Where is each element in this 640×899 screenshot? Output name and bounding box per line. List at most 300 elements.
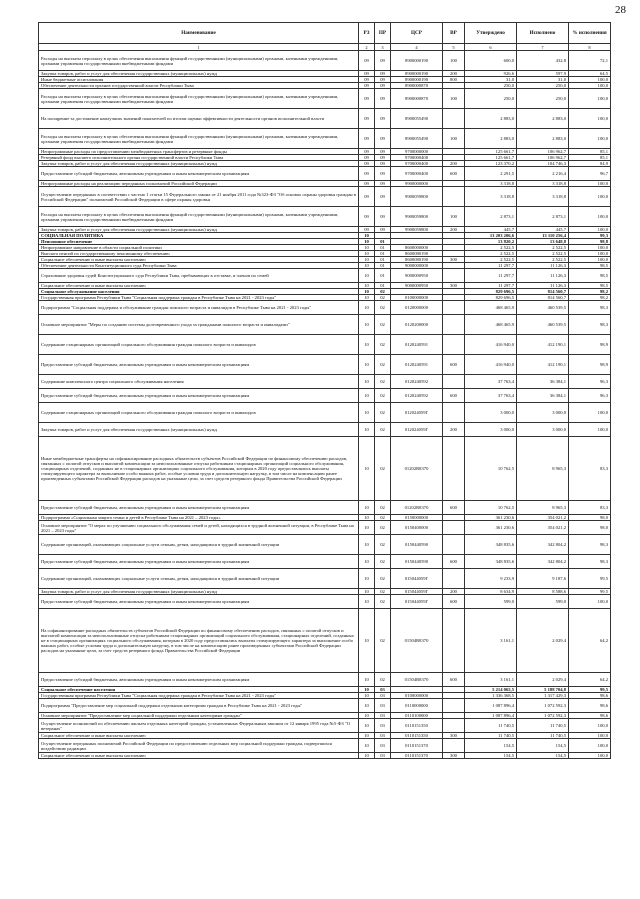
row-percent: 98,9 <box>569 355 611 375</box>
row-executed: 8 588,6 <box>517 589 569 595</box>
row-vr: 200 <box>443 227 465 233</box>
row-pr: 09 <box>375 207 391 227</box>
row-pr: 01 <box>375 257 391 263</box>
row-executed: 2 883,0 <box>517 129 569 149</box>
row-percent: 99,5 <box>569 569 611 589</box>
row-approved: 250,0 <box>465 89 517 109</box>
row-approved: 468 465,9 <box>465 315 517 335</box>
row-rz: 09 <box>359 227 375 233</box>
row-vr: 100 <box>443 129 465 149</box>
row-executed: 11 740,5 <box>517 719 569 733</box>
row-approved: 123 370,2 <box>465 161 517 167</box>
header-csr: ЦСР <box>391 23 443 44</box>
row-approved: 3 000,0 <box>465 423 517 437</box>
row-percent: 64,2 <box>569 609 611 673</box>
column-number: 4 <box>391 44 443 51</box>
row-pr: 09 <box>375 161 391 167</box>
row-rz: 10 <box>359 699 375 713</box>
row-executed: 1 072 592,3 <box>517 713 569 719</box>
table-row <box>39 315 611 335</box>
row-executed: 3 318,8 <box>517 181 569 187</box>
row-csr: 8900055490 <box>391 109 443 129</box>
row-percent: 96,3 <box>569 389 611 403</box>
row-vr <box>443 269 465 283</box>
row-vr <box>443 437 465 501</box>
row-pr: 03 <box>375 693 391 699</box>
row-csr: 0120240591 <box>391 335 443 355</box>
row-executed: 3 318,8 <box>517 187 569 207</box>
row-approved: 2 883,0 <box>465 109 517 129</box>
row-executed: 445,7 <box>517 227 569 233</box>
row-executed: 460 539,5 <box>517 315 569 335</box>
row-percent: 98,5 <box>569 283 611 289</box>
row-executed: 13 110 256,4 <box>517 233 569 239</box>
row-executed: 597,9 <box>517 71 569 77</box>
column-number: 2 <box>359 44 375 51</box>
row-name: Содержание комплексного центра социального обслуживания населения <box>39 375 359 389</box>
column-number: 3 <box>375 44 391 51</box>
row-vr: 100 <box>443 207 465 227</box>
table-row <box>39 109 611 129</box>
row-pr: 09 <box>375 71 391 77</box>
row-rz: 09 <box>359 51 375 71</box>
row-vr: 600 <box>443 501 465 515</box>
row-pr: 09 <box>375 51 391 71</box>
row-executed: 432,8 <box>517 51 569 71</box>
row-percent: 98,3 <box>569 301 611 315</box>
row-rz: 09 <box>359 161 375 167</box>
row-approved: 599,0 <box>465 595 517 609</box>
row-rz: 10 <box>359 335 375 355</box>
row-pr: 09 <box>375 129 391 149</box>
row-name: Основное мероприятие "О мерах по улучшению социального обслуживания семей и детей, находящихся в трудной жизненной ситуации, в Республике Тыва на 2021 – 2023 годы" <box>39 521 359 535</box>
row-name: Закупка товаров, работ и услуг для обеспечения государственных (муниципальных) нужд <box>39 161 359 167</box>
column-number-row <box>39 44 611 51</box>
row-csr: 0110151350 <box>391 719 443 733</box>
row-percent: 98,8 <box>569 239 611 245</box>
row-percent: 99,5 <box>569 687 611 693</box>
table-row <box>39 739 611 753</box>
row-vr: 100 <box>443 51 465 71</box>
table-body <box>39 51 611 759</box>
row-rz: 10 <box>359 251 375 257</box>
row-vr: 200 <box>443 423 465 437</box>
column-number: 8 <box>569 44 611 51</box>
row-approved: 3 318,8 <box>465 187 517 207</box>
table-row <box>39 51 611 71</box>
row-executed: 36 384,1 <box>517 389 569 403</box>
row-pr: 02 <box>375 389 391 403</box>
row-csr: 9000000950 <box>391 269 443 283</box>
row-pr: 02 <box>375 295 391 301</box>
row-name: Социальное обеспечение и иные выплаты населению <box>39 733 359 739</box>
row-name: Иные межбюджетные трансферты на софинансирование расходных обязательств субъектов Российской Федерации по финансовому обеспечению расходов, связанных с оплатой отпусков и выплатой компенсации за неиспользованные отпуска работникам стационарных организаций социального обслуживания, стационарных отделений, созданных не в стационарных организациях социального обслуживания, которым в 2020 году предоставлялись выплаты стимулирующего характера за выполнение особо важных работ, особые условия труда и дополнительную нагрузку, в том числе на компенсацию ранее произведенных субъектами Российской Федерации расходов на указанные цели, за счет средств резервного фонда Правительства Российской Федерации <box>39 437 359 501</box>
row-pr: 09 <box>375 227 391 233</box>
row-csr: 9000000950 <box>391 283 443 289</box>
header-pr: ПР <box>375 23 391 44</box>
row-executed: 2 216,4 <box>517 167 569 181</box>
row-approved: 416 940,0 <box>465 335 517 355</box>
row-approved: 10 762,5 <box>465 501 517 515</box>
row-csr: 9700000000 <box>391 149 443 155</box>
row-name: Предоставление субсидий бюджетным, автономным учреждениям и иным некоммерческим организациям <box>39 355 359 375</box>
row-vr: 600 <box>443 167 465 181</box>
row-pr: 09 <box>375 167 391 181</box>
row-percent: 100,0 <box>569 187 611 207</box>
row-name: Предоставление субсидий бюджетным, автономным учреждениям и иным некоммерческим организациям <box>39 673 359 687</box>
row-csr: 8900000190 <box>391 51 443 71</box>
row-csr: 8900000190 <box>391 71 443 77</box>
row-csr: 0120200000 <box>391 315 443 335</box>
row-rz: 09 <box>359 109 375 129</box>
row-name: Непрограммные расходы на реализацию переданных полномочий Российской Федерации <box>39 181 359 187</box>
table-row <box>39 719 611 733</box>
row-executed: 11 126,3 <box>517 269 569 283</box>
row-percent: 100,0 <box>569 739 611 753</box>
row-executed: 5 188 704,8 <box>517 687 569 693</box>
row-approved: 829 696,5 <box>465 289 517 295</box>
column-number: 7 <box>517 44 569 51</box>
row-executed: 2 883,0 <box>517 109 569 129</box>
row-percent: 100,0 <box>569 403 611 423</box>
row-approved: 361 230,6 <box>465 515 517 521</box>
row-executed: 1 072 592,3 <box>517 699 569 713</box>
row-vr <box>443 335 465 355</box>
row-percent: 100,0 <box>569 181 611 187</box>
row-approved: 154,5 <box>465 753 517 759</box>
row-approved: 416 940,0 <box>465 355 517 375</box>
row-csr: 8900055490 <box>391 129 443 149</box>
table-row <box>39 89 611 109</box>
row-executed: 814 560,7 <box>517 289 569 295</box>
row-percent: 96,3 <box>569 375 611 389</box>
row-approved: 8 634,9 <box>465 589 517 595</box>
row-vr <box>443 187 465 207</box>
row-rz: 10 <box>359 423 375 437</box>
row-pr: 01 <box>375 269 391 283</box>
row-vr <box>443 719 465 733</box>
row-rz: 09 <box>359 207 375 227</box>
row-approved: 468 465,9 <box>465 301 517 315</box>
row-rz: 10 <box>359 295 375 301</box>
row-csr: 015044059Г <box>391 569 443 589</box>
table-row <box>39 501 611 515</box>
row-approved: 1 336 368,5 <box>465 693 517 699</box>
row-executed: 8 965,3 <box>517 437 569 501</box>
row-name: Социальное обеспечение населения <box>39 687 359 693</box>
row-vr: 300 <box>443 753 465 759</box>
row-pr: 02 <box>375 355 391 375</box>
row-approved: 3 161,1 <box>465 673 517 687</box>
table-row <box>39 437 611 501</box>
row-executed: 3 000,0 <box>517 423 569 437</box>
row-percent: 100,0 <box>569 129 611 149</box>
row-pr: 01 <box>375 251 391 257</box>
row-approved: 2 873,1 <box>465 207 517 227</box>
table-row <box>39 753 611 759</box>
row-csr: 8900000870 <box>391 83 443 89</box>
row-rz: 10 <box>359 403 375 423</box>
row-pr: 02 <box>375 423 391 437</box>
row-executed: 154,5 <box>517 739 569 753</box>
row-csr: 9900000000 <box>391 181 443 187</box>
row-rz: 10 <box>359 263 375 269</box>
row-executed: 2 029,4 <box>517 609 569 673</box>
row-executed: 8 965,3 <box>517 501 569 515</box>
table-row <box>39 609 611 673</box>
row-vr: 300 <box>443 733 465 739</box>
row-approved: 348 835,6 <box>465 555 517 569</box>
row-percent: 100,0 <box>569 207 611 227</box>
row-csr: 0110100000 <box>391 713 443 719</box>
row-vr: 600 <box>443 673 465 687</box>
row-percent: 98,6 <box>569 693 611 699</box>
row-rz: 10 <box>359 289 375 295</box>
row-pr: 02 <box>375 403 391 423</box>
row-name: Расходы на выплаты персоналу в целях обеспечения выполнения функций государственными (муниципальными) органами, казенными учреждениями, органами управления государственными внебюджетными фондами <box>39 207 359 227</box>
row-csr: 0110151350 <box>391 733 443 739</box>
row-percent: 64,2 <box>569 673 611 687</box>
row-percent: 100,0 <box>569 89 611 109</box>
row-csr: 9900059800 <box>391 207 443 227</box>
row-pr: 02 <box>375 501 391 515</box>
row-percent: 98,5 <box>569 269 611 283</box>
row-approved: 3 161,1 <box>465 609 517 673</box>
row-pr: 02 <box>375 521 391 535</box>
row-name: Социальное обслуживание населения <box>39 289 359 295</box>
row-executed: 2 522,5 <box>517 245 569 251</box>
row-pr: 02 <box>375 375 391 389</box>
row-approved: 11 297,7 <box>465 269 517 283</box>
row-approved: 9 233,9 <box>465 569 517 589</box>
row-csr: 0120240592 <box>391 375 443 389</box>
row-vr: 600 <box>443 555 465 569</box>
row-vr <box>443 375 465 389</box>
row-csr: 0100000000 <box>391 693 443 699</box>
row-pr: 01 <box>375 239 391 245</box>
row-percent: 100,0 <box>569 719 611 733</box>
row-approved: 11 297,7 <box>465 263 517 269</box>
table-row <box>39 207 611 227</box>
row-percent: 98,5 <box>569 263 611 269</box>
row-csr: 012024059Г <box>391 403 443 423</box>
row-approved: 13 203 206,6 <box>465 233 517 239</box>
row-percent: 100,0 <box>569 245 611 251</box>
table-row <box>39 699 611 713</box>
row-percent: 98,3 <box>569 535 611 555</box>
row-approved: 2 522,5 <box>465 245 517 251</box>
row-name: Осуществление переданных в соответствии с частью 1 статьи 15 Федерального закона от 21 ноября 2011 года №323-ФЗ "Об основах охраны здоровья граждан в Российской Федерации" полномочий Российской Федерации в сфере охраны здоровья <box>39 187 359 207</box>
row-approved: 37 763,4 <box>465 375 517 389</box>
row-approved: 31,0 <box>465 77 517 83</box>
row-csr: 9900059800 <box>391 227 443 233</box>
table-row <box>39 269 611 283</box>
row-csr: 9000000000 <box>391 263 443 269</box>
row-percent: 100,0 <box>569 753 611 759</box>
row-executed: 2 873,1 <box>517 207 569 227</box>
row-rz: 10 <box>359 569 375 589</box>
row-name: Содержание организаций, оказывающих социальные услуги семьям, детям, находящимся в трудной жизненной ситуации <box>39 569 359 589</box>
row-executed: 814 560,7 <box>517 295 569 301</box>
row-name: Подпрограмма "Предоставление мер социальной поддержки отдельным категориям граждан в Республике Тыва на 2021 - 2023 годы" <box>39 699 359 713</box>
row-csr: 9900059800 <box>391 187 443 207</box>
row-approved: 154,5 <box>465 739 517 753</box>
row-percent: 72,1 <box>569 51 611 71</box>
row-pr: 02 <box>375 515 391 521</box>
header-vr: ВР <box>443 23 465 44</box>
row-executed: 13 648,8 <box>517 239 569 245</box>
row-percent: 98,6 <box>569 699 611 713</box>
table-row <box>39 595 611 609</box>
row-csr: 0110151370 <box>391 739 443 753</box>
row-percent: 85,1 <box>569 155 611 161</box>
row-executed: 31,0 <box>517 77 569 83</box>
row-executed: 104 746,3 <box>517 161 569 167</box>
table-row <box>39 301 611 315</box>
row-executed: 354 021,2 <box>517 521 569 535</box>
row-percent: 98,0 <box>569 515 611 521</box>
row-pr: 09 <box>375 89 391 109</box>
row-vr: 600 <box>443 595 465 609</box>
row-approved: 1 087 896,4 <box>465 713 517 719</box>
header-approved: Утверждено <box>465 23 517 44</box>
table-row <box>39 389 611 403</box>
row-rz: 10 <box>359 375 375 389</box>
row-executed: 2 522,5 <box>517 251 569 257</box>
table-row <box>39 521 611 535</box>
page-number: 28 <box>615 4 626 16</box>
row-pr: 01 <box>375 245 391 251</box>
row-executed: 11 126,3 <box>517 263 569 269</box>
row-pr: 03 <box>375 687 391 693</box>
row-csr: 8900000870 <box>391 89 443 109</box>
row-approved: 926,6 <box>465 71 517 77</box>
row-percent: 100,0 <box>569 109 611 129</box>
row-executed: 460 539,5 <box>517 301 569 315</box>
row-vr: 300 <box>443 257 465 263</box>
row-executed: 599,0 <box>517 595 569 609</box>
row-pr: 09 <box>375 181 391 187</box>
row-percent: 98,6 <box>569 713 611 719</box>
row-name: Содержание организаций, оказывающих социальные услуги семьям, детям, находящимся в трудной жизненной ситуации <box>39 535 359 555</box>
row-pr: 02 <box>375 301 391 315</box>
row-name: Расходы на выплаты персоналу в целях обеспечения выполнения функций государственными (муниципальными) органами, казенными учреждениями, органами управления государственными внебюджетными фондами <box>39 51 359 71</box>
row-pr: 03 <box>375 713 391 719</box>
row-percent: 83,3 <box>569 437 611 501</box>
row-approved: 250,0 <box>465 83 517 89</box>
row-percent: 98,9 <box>569 335 611 355</box>
row-percent: 100,0 <box>569 423 611 437</box>
row-vr: 200 <box>443 71 465 77</box>
row-percent: 98,2 <box>569 289 611 295</box>
table-row <box>39 355 611 375</box>
row-rz: 10 <box>359 501 375 515</box>
row-pr: 03 <box>375 739 391 753</box>
row-executed: 2 029,4 <box>517 673 569 687</box>
column-number: 1 <box>39 44 359 51</box>
row-csr: 8600080190 <box>391 251 443 257</box>
row-rz: 09 <box>359 187 375 207</box>
row-csr: 0150440590 <box>391 555 443 569</box>
row-rz: 09 <box>359 167 375 181</box>
column-number: 6 <box>465 44 517 51</box>
row-percent: 100,0 <box>569 83 611 89</box>
row-pr: 03 <box>375 719 391 733</box>
row-name: Резервный фонд высшего исполнительного органа государственной власти Республики Тыва <box>39 155 359 161</box>
row-approved: 361 230,6 <box>465 521 517 535</box>
row-name: Закупка товаров, работ и услуг для обеспечения государственных (муниципальных) нужд <box>39 71 359 77</box>
row-csr: 9700000400 <box>391 167 443 181</box>
row-executed: 36 384,1 <box>517 375 569 389</box>
row-pr: 02 <box>375 595 391 609</box>
row-rz: 10 <box>359 257 375 263</box>
row-name: На поощрение за достижение наилучших значений показателей по итогам оценки эффективности деятельности органов исполнительной власти <box>39 109 359 129</box>
row-approved: 2 522,5 <box>465 257 517 263</box>
row-csr: 0120240592 <box>391 389 443 403</box>
row-name: Страхование здоровья судей Конституционного суда Республики Тыва, пребывающих в отставке, и членов их семей <box>39 269 359 283</box>
row-vr <box>443 109 465 129</box>
row-name: На софинансирование расходных обязательств субъектов Российской Федерации по финансовому обеспечению расходов, связанных с оплатой отпусков и выплатой компенсации за неиспользованные отпуска работникам стационарных организаций социального обслуживания, стационарных отделений, созданных не в стационарных организациях социального обслуживания, которым в 2020 году предоставлялись выплаты стимулирующего характера за выполнение особо важных работ, особые условия труда и дополнительную нагрузку, в том числе на компенсацию ранее произведенных субъектами Российской Федерации расходов на указанные цели, за счет средств резервного фонда Правительства Российской Федерации <box>39 609 359 673</box>
row-executed: 1 317 429,3 <box>517 693 569 699</box>
row-approved: 2 883,0 <box>465 129 517 149</box>
row-rz: 10 <box>359 589 375 595</box>
row-rz: 10 <box>359 239 375 245</box>
row-csr: 0120240591 <box>391 355 443 375</box>
row-pr: 03 <box>375 699 391 713</box>
row-rz: 10 <box>359 739 375 753</box>
row-name: Расходы на выплаты персоналу в целях обеспечения выполнения функций государственными (муниципальными) органами, казенными учреждениями, органами управления государственными внебюджетными фондами <box>39 129 359 149</box>
row-executed: 11 126,3 <box>517 283 569 289</box>
row-pr: 02 <box>375 535 391 555</box>
row-name: Социальное обеспечение и иные выплаты населению <box>39 283 359 289</box>
row-vr: 600 <box>443 389 465 403</box>
row-executed: 106 962,7 <box>517 155 569 161</box>
row-rz: 10 <box>359 521 375 535</box>
table-row <box>39 187 611 207</box>
row-vr <box>443 315 465 335</box>
row-name: Содержание стационарных организаций социального обслуживания граждан пожилого возраста и инвалидов <box>39 335 359 355</box>
row-csr: 8900000190 <box>391 77 443 83</box>
table-row <box>39 129 611 149</box>
row-vr <box>443 739 465 753</box>
row-rz: 10 <box>359 753 375 759</box>
row-rz: 10 <box>359 315 375 335</box>
row-vr: 200 <box>443 589 465 595</box>
row-pr: 01 <box>375 263 391 269</box>
row-csr: 01504R8370 <box>391 609 443 673</box>
row-rz: 10 <box>359 535 375 555</box>
row-executed: 354 021,2 <box>517 515 569 521</box>
row-csr: 01504R8370 <box>391 673 443 687</box>
row-executed: 412 190,1 <box>517 355 569 375</box>
row-percent: 98,3 <box>569 555 611 569</box>
row-percent: 84,9 <box>569 161 611 167</box>
row-vr: 100 <box>443 89 465 109</box>
row-vr <box>443 569 465 589</box>
row-csr: 0110000000 <box>391 699 443 713</box>
row-name: Выплата пенсий по государственному пенсионному обеспечению <box>39 251 359 257</box>
table-row <box>39 375 611 389</box>
table-row <box>39 167 611 181</box>
header-percent: % исполнения <box>569 23 611 44</box>
row-approved: 3 000,0 <box>465 403 517 423</box>
row-csr: 015044059Г <box>391 589 443 595</box>
row-approved: 1 087 896,4 <box>465 699 517 713</box>
row-pr: 09 <box>375 187 391 207</box>
row-rz: 10 <box>359 713 375 719</box>
row-name: Иные бюджетные ассигнования <box>39 77 359 83</box>
row-rz: 10 <box>359 233 375 239</box>
